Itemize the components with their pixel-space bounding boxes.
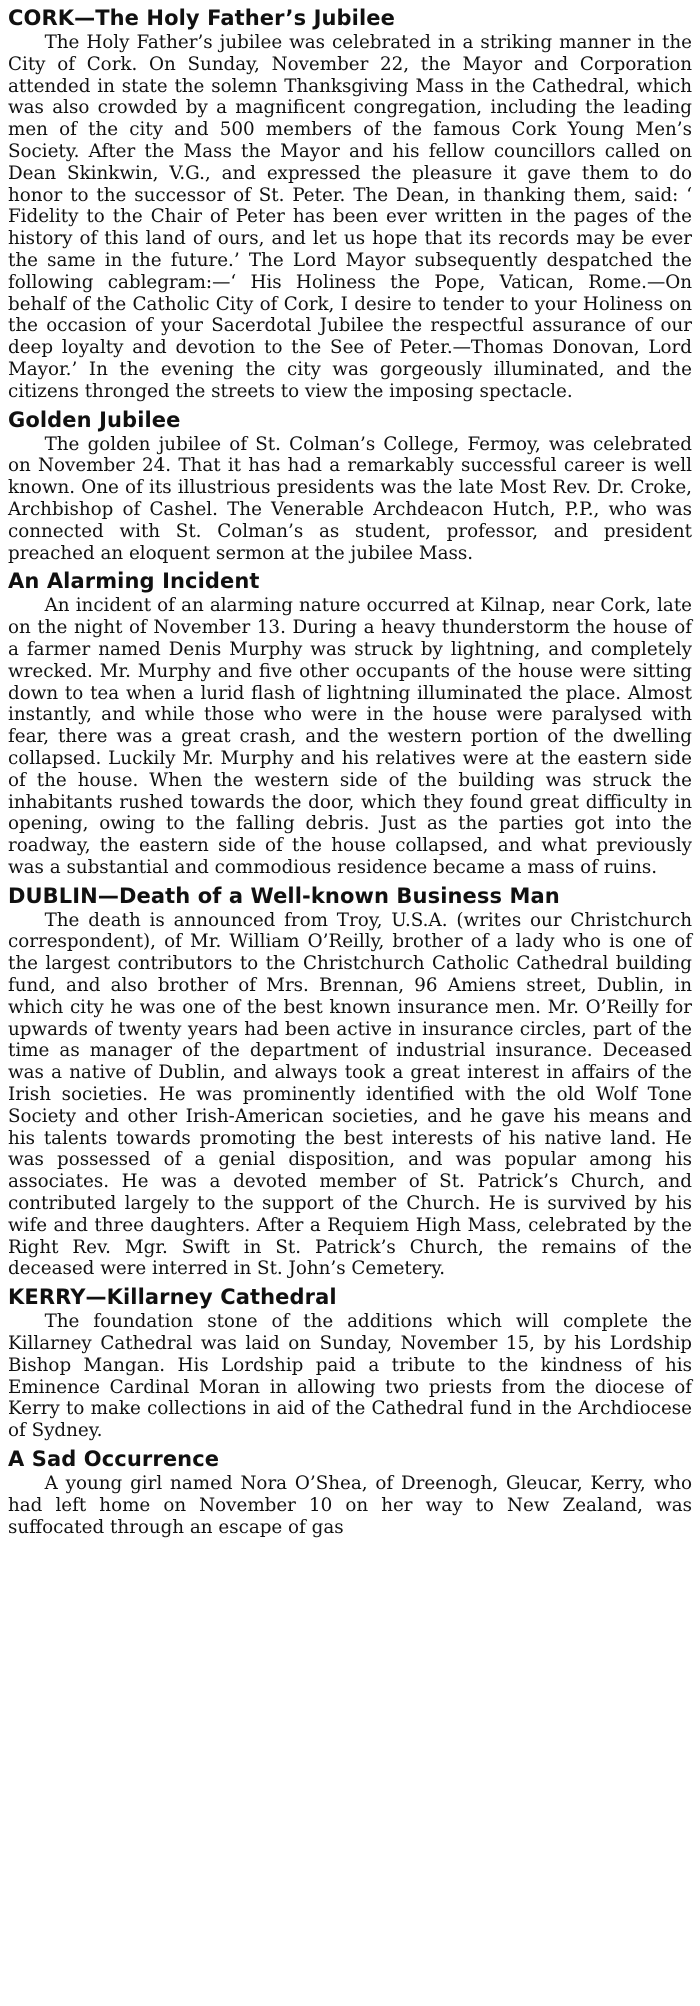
article-headline: CORK—The Holy Father’s Jubilee [8,6,395,30]
article-body: A young girl named Nora O’Shea, of Dreenogh, Gleucar, Kerry, who had left home on November 10 on her way to New Zealand, was suffocated through an escape of gas [8,1473,692,1538]
article-headline: KERRY—Killarney Cathedral [8,1285,337,1310]
article-sad-occurrence [8,1446,692,1538]
article-headline: Golden Jubilee [8,407,181,432]
article-body: The death is announced from Troy, U.S.A. (writes our Christchurch correspondent), of Mr. William O’Reilly, brother of a lady who is one of the largest contributors to the Christchurch Catholic Cathedral building fund, and also brother of Mrs. Brennan, 96 Amiens street, Dublin, in which city he was one of the best known insurance men. Mr. O’Reilly for upwards of twenty years had been active in insurance circles, part of the time as manager of the department of industrial insurance. Deceased was a native of Dublin, and always took a great interest in affairs of the Irish societies. He was prominently identified with the old Wolf Tone Society and other Irish-American societies, and he gave his means and his talents towards promoting the best interests of his native land. He was possessed of a genial disposition, and was popular among his associates. He was a devoted member of St. Patrick’s Church, and contributed largely to the support of the Church. He is survived by his wife and three daughters. After a Requiem High Mass, celebrated by the Right Rev. Mgr. Swift in St. Patrick’s Church, the remains of the deceased were interred in St. John’s Cemetery. [8,909,692,1280]
article-headline: An Alarming Incident [8,569,260,594]
article-alarming-incident [8,568,692,878]
article-cork-jubilee [8,5,692,403]
article-golden-jubilee [8,407,692,565]
article-body: The golden jubilee of St. Colman’s College, Fermoy, was celebrated on November 24. That it has had a remarkably successful career is well known. One of its illustrious presidents was the late Most Rev. Dr. Croke, Archbishop of Cashel. The Venerable Archdeacon Hutch, P.P., who was connected with St. Colman’s as student, professor, and president preached an eloquent sermon at the jubilee Mass. [8,433,692,564]
article-headline: A Sad Occurrence [8,1447,220,1472]
article-body: An incident of an alarming nature occurred at Kilnap, near Cork, late on the night of November 13. During a heavy thunderstorm the house of a farmer named Denis Murphy was struck by lightning, and completely wrecked. Mr. Murphy and five other occupants of the house were sitting down to tea when a lurid flash of lightning illuminated the place. Almost instantly, and while those who were in the house were paralysed with fear, there was a great crash, and the western portion of the dwelling collapsed. Luckily Mr. Murphy and his relatives were at the eastern side of the house. When the western side of the building was struck the inhabitants rushed towards the door, which they found great difficulty in opening, owing to the falling debris. Just as the parties got into the roadway, the eastern side of the house collapsed, and what previously was a substantial and commodious residence became a mass of ruins. [8,595,692,878]
article-body: The foundation stone of the additions which will complete the Killarney Cathedral was laid on Sunday, November 15, by his Lordship Bishop Mangan. His Lordship paid a tribute to the kindness of his Eminence Cardinal Moran in allowing two priests from the diocese of Kerry to make collections in aid of the Cathedral fund in the Archdiocese of Sydney. [8,1311,692,1442]
article-body: The Holy Father’s jubilee was celebrated in a striking manner in the City of Cork. On Sunday, November 22, the Mayor and Corporation attended in state the solemn Thanksgiving Mass in the Cathedral, which was also crowded by a magnificent congregation, including the leading men of the city and 500 members of the famous Cork Young Men’s Society. After the Mass the Mayor and his fellow councillors called on Dean Skinkwin, V.G., and expressed the pleasure it gave them to do honor to the successor of St. Peter. The Dean, in thanking them, said: ‘ Fidelity to the Chair of Peter has been ever written in the pages of the history of this land of ours, and let us hope that its records may be ever the same in the future.’ The Lord Mayor subsequently despatched the following cablegram:—‘ His Holiness the Pope, Vatican, Rome.—On behalf of the Catholic City of Cork, I desire to tender to your Holiness on the occasion of your Sacerdotal Jubilee the respectful assurance of our deep loyalty and devotion to the See of Peter.—Thomas Donovan, Lord Mayor.’ In the evening the city was gorgeously illuminated, and the citizens thronged the streets to view the imposing spectacle. [8,32,692,402]
article-headline: DUBLIN—Death of a Well-known Business Man [8,883,560,908]
article-kerry-cathedral [8,1284,692,1442]
article-dublin-death [8,883,692,1281]
